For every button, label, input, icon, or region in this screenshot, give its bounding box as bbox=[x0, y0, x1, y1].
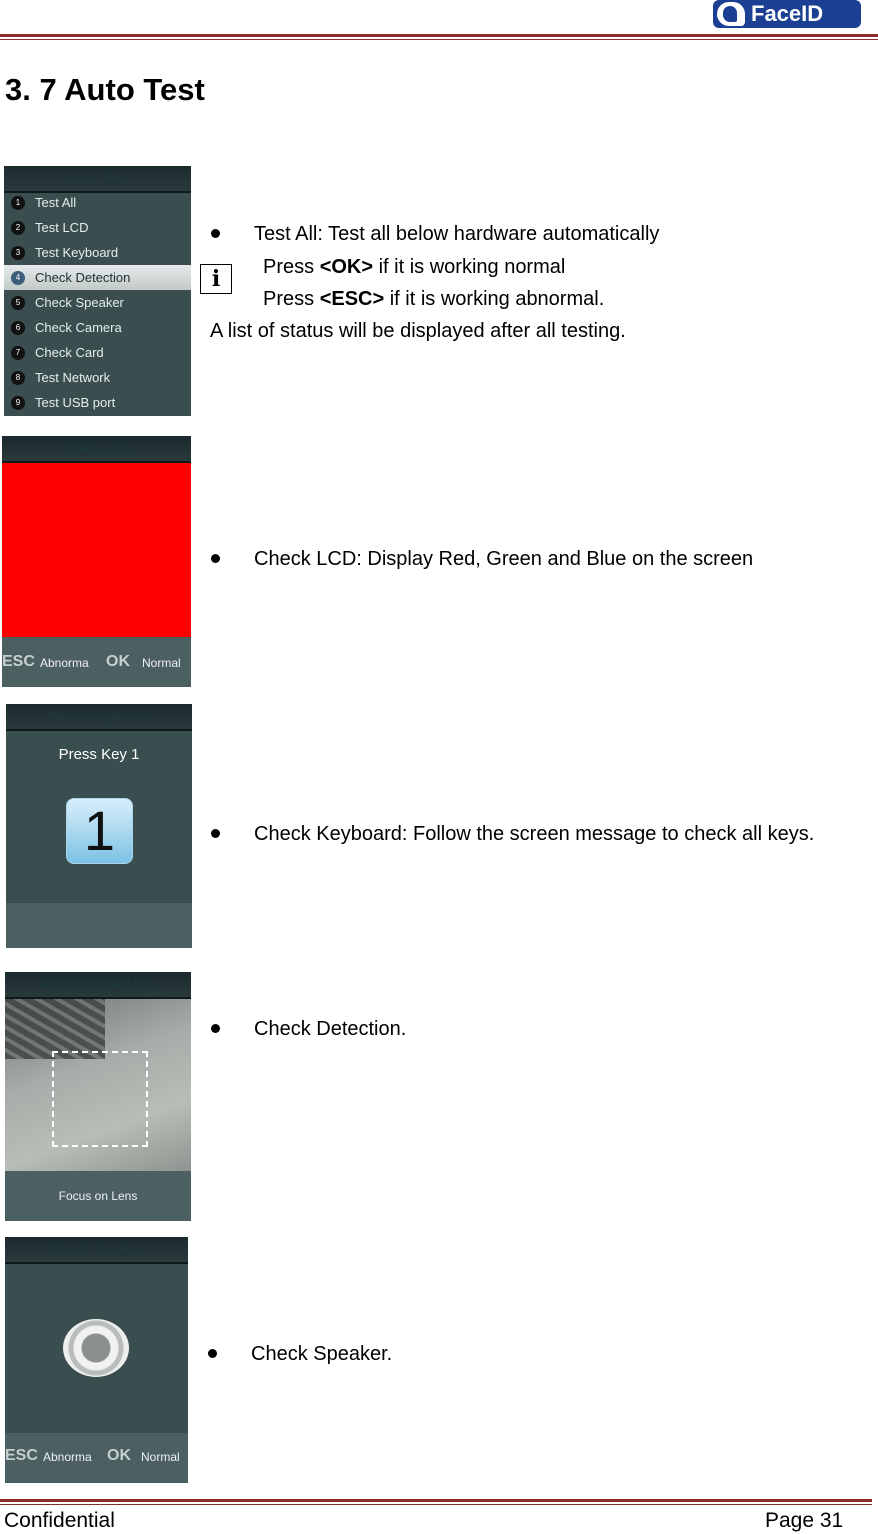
menu-item-label: Test Network bbox=[35, 370, 111, 385]
ok-key-icon: OK bbox=[107, 1447, 131, 1464]
check-detection-text: Check Detection. bbox=[254, 1018, 407, 1040]
press-ok-pre: Press bbox=[263, 256, 320, 278]
menu-item-number: 1 bbox=[11, 196, 25, 210]
key-1-icon bbox=[66, 798, 133, 864]
check-lcd-text: Check LCD: Display Red, Green and Blue on the screen bbox=[254, 548, 754, 570]
screen-title-bar: Auto Test bbox=[4, 166, 191, 193]
lcd-color-fill bbox=[2, 463, 191, 637]
page-number: Page 31 bbox=[765, 1509, 844, 1532]
lcd-screen bbox=[2, 436, 191, 687]
press-ok-text bbox=[263, 255, 565, 279]
test-all-text: Test All: Test all below hardware automatically bbox=[254, 223, 660, 245]
header-rule bbox=[0, 34, 878, 37]
menu-item[interactable] bbox=[4, 240, 191, 265]
press-esc-post: if it is working abnormal. bbox=[384, 288, 605, 310]
menu-item-number: 2 bbox=[11, 221, 25, 235]
menu-item-label: Test All bbox=[35, 195, 77, 210]
speaker-screen bbox=[5, 1237, 188, 1483]
menu-item-label: Check Speaker bbox=[35, 295, 124, 310]
menu-item-number: 9 bbox=[11, 396, 25, 410]
esc-key: <ESC> bbox=[319, 288, 385, 310]
ok-key: <OK> bbox=[319, 256, 374, 278]
press-esc-text bbox=[263, 287, 604, 311]
face-logo-icon bbox=[717, 2, 745, 26]
footer-rule-thin bbox=[0, 1504, 872, 1505]
bullet bbox=[211, 1024, 220, 1033]
screen-title-bar: Adjust Dashed Box bbox=[5, 972, 191, 999]
speaker-icon bbox=[63, 1319, 129, 1377]
menu-item[interactable] bbox=[4, 390, 191, 415]
keyboard-footer-bar bbox=[6, 903, 192, 948]
menu-item-label: Check Detection bbox=[35, 270, 131, 285]
bullet bbox=[208, 1349, 217, 1358]
bullet bbox=[211, 829, 220, 838]
menu-item-label: Test USB port bbox=[35, 395, 116, 410]
autotest-screen bbox=[4, 166, 191, 416]
press-ok-post: if it is working normal bbox=[373, 256, 566, 278]
screen-title-bar: Check LCD bbox=[2, 436, 191, 463]
menu-item[interactable] bbox=[4, 365, 191, 390]
camera-view bbox=[5, 999, 191, 1171]
keyboard-screen bbox=[6, 704, 192, 948]
menu-item[interactable] bbox=[4, 290, 191, 315]
menu-item-label: Test Keyboard bbox=[35, 245, 119, 260]
press-key-prompt: Press Key 1 bbox=[58, 746, 140, 763]
esc-key-icon: ESC bbox=[5, 1447, 38, 1464]
check-speaker-text: Check Speaker. bbox=[251, 1343, 393, 1365]
menu-item-number: 4 bbox=[11, 271, 25, 285]
logo-text: FaceID bbox=[751, 1, 824, 26]
press-esc-pre: Press bbox=[263, 288, 320, 310]
menu-item-number: 5 bbox=[11, 296, 25, 310]
bullet bbox=[211, 229, 220, 238]
status-list-text: A list of status will be displayed after all testing. bbox=[210, 320, 626, 342]
screen-title-bar: Check Speaker bbox=[5, 1237, 188, 1264]
detection-footer-bar bbox=[5, 1171, 191, 1221]
esc-key-icon: ESC bbox=[2, 653, 35, 670]
floor-mat bbox=[5, 999, 105, 1059]
dashed-box bbox=[52, 1051, 148, 1147]
menu-item-label: Check Card bbox=[35, 345, 104, 360]
menu-item[interactable] bbox=[4, 340, 191, 365]
screen-title-bar: Check Keyboard bbox=[6, 704, 192, 731]
confidential-label: Confidential bbox=[4, 1509, 115, 1532]
key-label: 1 bbox=[83, 799, 116, 862]
menu-item-number: 3 bbox=[11, 246, 25, 260]
header-rule-thin bbox=[0, 39, 878, 40]
menu-item[interactable] bbox=[4, 190, 191, 215]
bullet bbox=[211, 554, 220, 563]
ok-key-icon: OK bbox=[106, 653, 130, 670]
normal-label: Normal bbox=[142, 656, 181, 670]
page-title: 3. 7 Auto Test bbox=[5, 72, 205, 107]
focus-hint: Focus on Lens bbox=[58, 1189, 138, 1203]
menu-item[interactable] bbox=[4, 215, 191, 240]
detection-screen bbox=[5, 972, 191, 1221]
menu-item[interactable] bbox=[4, 265, 191, 290]
normal-label: Normal bbox=[141, 1450, 180, 1464]
menu-item-number: 7 bbox=[11, 346, 25, 360]
faceid-logo bbox=[713, 0, 861, 28]
check-keyboard-text: Check Keyboard: Follow the screen message to check all keys. bbox=[254, 823, 815, 845]
abnormal-label: Abnorma bbox=[43, 1450, 92, 1464]
menu-item-label: Test LCD bbox=[35, 220, 89, 235]
menu-item[interactable] bbox=[4, 315, 191, 340]
footer-rule bbox=[0, 1499, 872, 1502]
abnormal-label: Abnorma bbox=[40, 656, 89, 670]
info-icon-glyph: i bbox=[211, 266, 221, 292]
menu-item-label: Check Camera bbox=[35, 320, 122, 335]
menu-item-number: 8 bbox=[11, 371, 25, 385]
info-icon bbox=[200, 264, 232, 294]
menu-item-number: 6 bbox=[11, 321, 25, 335]
speaker-footer-bar bbox=[5, 1433, 188, 1483]
lcd-footer-bar bbox=[2, 637, 191, 687]
